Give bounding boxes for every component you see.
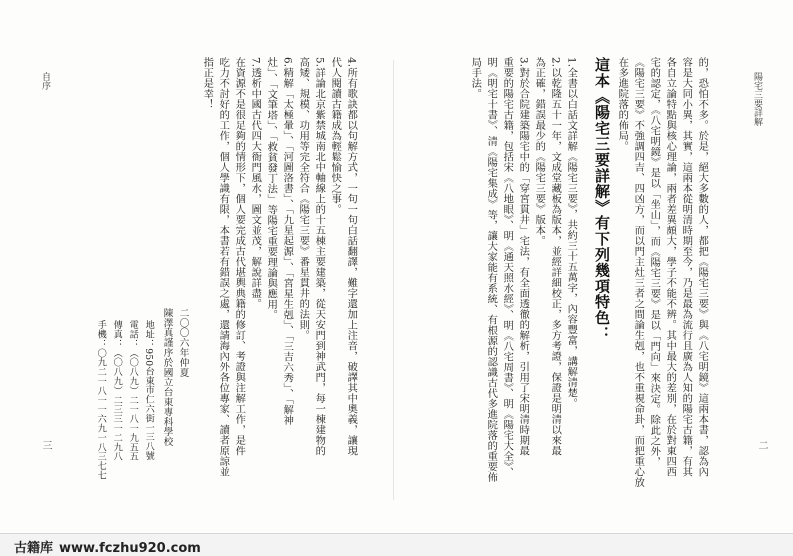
left-item-line-4: 高矮、規模、功用等完全符合《陽宅三要》番星貫井的法則。 — [297, 57, 310, 341]
feature-item-line-7: 局手法。 — [469, 57, 482, 99]
left-page-number: 三 — [40, 440, 51, 450]
right-para-line-2: 容是大同小異，其實，這兩本從明清時期至今，乃是最為流行且廣為人知的陽宅古籍，有其 — [680, 57, 693, 477]
right-para-line-4: 宅的認定，《八宅明鏡》是以「坐山」，而《陽宅三要》是以「門向」來決定。除此之外， — [648, 57, 661, 467]
left-item-line-2: 代人閱讀古籍成為輕鬆愉快之事。 — [329, 57, 342, 215]
feature-item-line-3: 為正確，錯誤最少的《陽宅三要》版本。 — [533, 57, 546, 246]
left-item-line-10: 指正是幸！ — [201, 57, 214, 110]
left-item-line-3: 5.詳論北京紫禁城南北中軸線上的十五棟主要建築，從天安門到神武門，每一棟建物的 — [313, 57, 326, 456]
contact-address: 地址：950台東市仁六街一三八號 — [143, 320, 155, 461]
contact-phone: 電話：（〇八九）二一八一九五五 — [127, 320, 139, 461]
feature-item-line-5: 重要的陽宅古籍，包括宋《八地眼》、明《通天照水經》、明《八宅周書》、明《陽宅大全》、 — [501, 57, 514, 478]
preface-author: 陳澤真謹序於國立台東專科學校 — [161, 308, 173, 447]
page-gutter — [393, 60, 394, 500]
right-para-line-6: 在多進院落的佈局。 — [616, 57, 629, 152]
feature-item-line-1: 1.全書以白話文詳解《陽宅三要》，共約三十五萬字，內容豐富，講解清楚。 — [565, 57, 578, 409]
feature-item-line-6: 明《明宅十書》、清《陽宅集成》等，讓大家能有系統、有根源的認識古代多進院落的重要佈 — [485, 57, 498, 483]
left-running-header: 自序 — [40, 72, 50, 90]
feature-heading: 這本《陽宅三要詳解》有下列幾項特色： — [593, 57, 611, 342]
watermark-footer — [0, 533, 793, 556]
right-page-number: 二 — [756, 440, 767, 450]
contact-fax: 傳真：（〇八九）二三三一二九八 — [111, 320, 123, 461]
right-running-header: 陽宅三要詳解 — [752, 72, 762, 126]
right-para-line-1: 的，恐怕不多。於是，絕大多數的人，都把《陽宅三要》與《八宅明鏡》這兩本書，認為內 — [696, 57, 709, 477]
right-para-line-5: 《陽宅三要》不強調四吉、四凶方，而以門主灶三者之間論生剋，也不重視命卦，而把重心放 — [632, 57, 645, 488]
contact-mobile: 手機：〇九二一八一一六九一八三七七 — [95, 320, 107, 480]
site-name: 古籍库 — [14, 541, 54, 556]
left-item-line-9: 吃力不討好的工作，個人學識有限，本書若有錯誤之處，還請海內外各位專家、讀者原諒並 — [217, 57, 230, 477]
feature-item-line-2: 2.以乾隆五十一年，文成堂藏板為版本，並經詳細校正，多方考證，保證是明清以來最 — [549, 57, 562, 456]
feature-item-line-4: 3.對於合院建築陽宅中的「穿宮貫井」宅法，有全面透徹的解析，引用了宋明清時期最 — [517, 57, 530, 456]
left-item-line-5: 6.精解「太極暈」、「河圖洛書」、「九星起源」、「宮星生剋」、「三吉六秀」、「解神 — [281, 57, 294, 426]
left-item-line-1: 4.所有歌訣都以句解方式，一句一句白話翻譯，難字還加上注音，破譯其中奧義，讓現 — [345, 57, 358, 456]
left-item-line-8: 在資源不是很足夠的情形下，個人要完成古代堪輿典籍的修訂、考證與注解工作，是件 — [233, 57, 246, 456]
left-item-line-7: 7.透析中國古代四大衙門風水，圖文並茂，解說詳盡。 — [249, 57, 262, 309]
site-url: www.fczhu920.com — [59, 541, 201, 556]
watermark-text — [14, 537, 201, 556]
left-item-line-6: 灶」、「文筆塔」、「救貧發丁法」等陽宅重要理論與應用。 — [265, 57, 278, 320]
preface-date: 二〇〇六年仲夏 — [177, 308, 189, 378]
right-para-line-3: 各自立論特點與核心理論，兩者差異頗大，學子不能不辨。其中最大的差別，在於對東四西 — [664, 57, 677, 477]
